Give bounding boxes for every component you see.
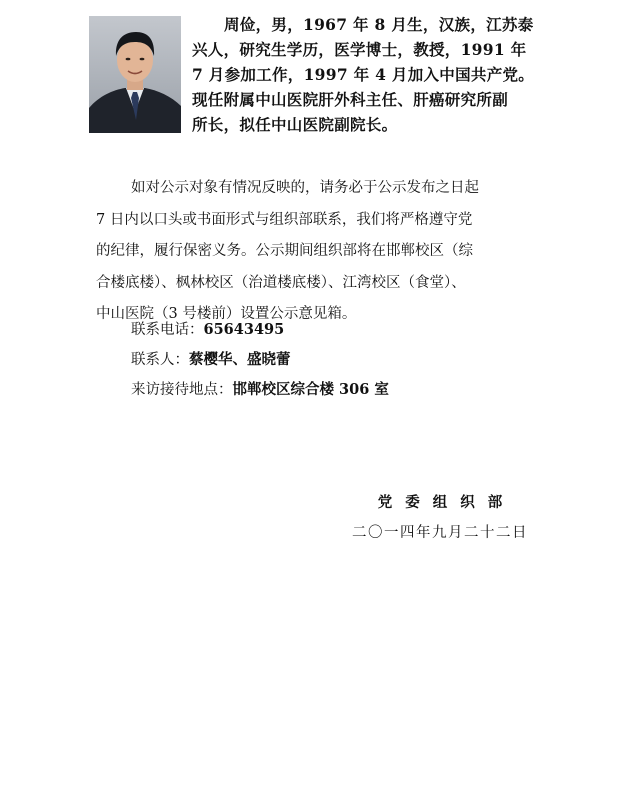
contact-phone-row xyxy=(131,315,389,345)
portrait-photo xyxy=(89,16,181,133)
signature-date: 二〇一四年九月二十二日 xyxy=(352,525,528,541)
contact-person-label: 联系人： xyxy=(131,352,189,368)
bio-line: 现任附属中山医院肝外科主任、肝癌研究所副 xyxy=(192,90,509,109)
notice-line: 7 日内以口头或书面形式与组织部联系，我们将严格遵守党 xyxy=(96,211,473,228)
notice-line: 的纪律，履行保密义务。公示期间组织部将在邯郸校区（综 xyxy=(96,243,473,259)
contact-phone-label: 联系电话： xyxy=(131,322,204,338)
contact-phone-value: 65643495 xyxy=(203,321,285,338)
signature-block xyxy=(340,488,540,548)
notice-paragraph xyxy=(96,173,556,331)
notice-line: 如对公示对象有情况反映的，请务必于公示发布之日起 xyxy=(131,180,479,196)
portrait-illustration xyxy=(89,16,181,133)
contact-info xyxy=(131,315,389,405)
notice-line: 中山医院（3 号楼前）设置公示意见箱。 xyxy=(96,306,357,322)
bio-line: 所长，拟任中山医院副院长。 xyxy=(192,115,398,134)
contact-address-label: 来访接待地点： xyxy=(131,382,233,398)
contact-address-row xyxy=(131,375,389,405)
notice-line: 合楼底楼）、枫林校区（治道楼底楼）、江湾校区（食堂）、 xyxy=(96,274,466,291)
contact-person-value: 蔡樱华、盛晓蕾 xyxy=(189,351,291,368)
signature-department: 党委组织部 xyxy=(377,494,516,511)
bio-line: 7 月参加工作，1997 年 4 月加入中国共产党。 xyxy=(192,65,535,84)
contact-person-row xyxy=(131,345,389,375)
contact-address-value: 邯郸校区综合楼 306 室 xyxy=(232,381,389,398)
bio-line: 兴人，研究生学历，医学博士，教授，1991 年 xyxy=(192,40,527,59)
bio-line: 周俭，男，1967 年 8 月生，汉族，江苏泰 xyxy=(224,15,534,34)
bio-paragraph xyxy=(192,12,552,137)
